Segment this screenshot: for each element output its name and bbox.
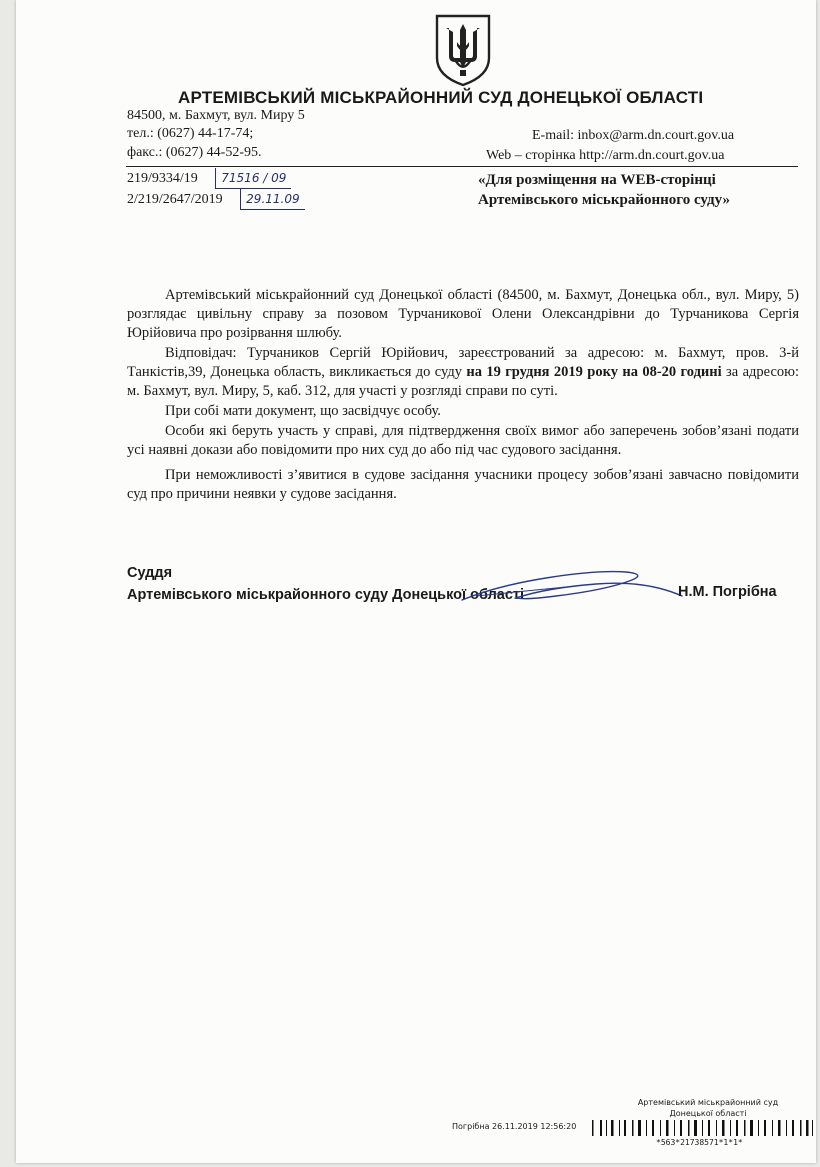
judge-court: Артемівського міськрайонного суду Донецької області	[127, 587, 525, 603]
hearing-date-time: на 19 грудня 2019 року на 08-20 годині	[466, 364, 722, 380]
barcode-number: *563*21738571*1*1*	[656, 1138, 743, 1147]
court-title: АРТЕМІВСЬКИЙ МІСЬКРАЙОННИЙ СУД ДОНЕЦЬКОЇ ОБЛАСТІ	[178, 88, 704, 107]
placement-note-line2: Артемівського міськрайонного суду»	[478, 192, 730, 208]
court-phone: тел.: (0627) 44-17-74;	[127, 126, 254, 141]
reference-numbers	[127, 168, 305, 210]
paragraph-absence: При неможливості з’явитися в судове засідання учасники процесу зобов’язані завчасно повідомити суд про причини неявки у судове засідання.	[127, 467, 799, 502]
e-signature-meta: Погрібна 26.11.2019 12:56:20	[452, 1122, 577, 1131]
judge-role: Суддя	[127, 565, 173, 581]
summons-text-end: за адресою: м. Бахмут, вул. Миру, 5, каб. 312, для участі у розгляді справи по суті.	[127, 364, 799, 399]
paragraph-case: Артемівський міськрайонний суд Донецької області (84500, м. Бахмут, Донецька обл., вул. Миру, 5) розглядає цивільну справу за позовом Турчаникової Олени Олександрівни до Турчаникова Сергія Юрійовича про розірвання шлюбу.	[127, 287, 799, 341]
placement-note-line1: «Для розміщення на WEB-сторінці	[478, 172, 716, 188]
summons-text-start: Відповідач: Турчаников Сергій Юрійович, зареєстрований за адресою: м. Бахмут, пров. 3-й Танкістів,39, Донецька область, викликається до суду	[127, 345, 799, 380]
judge-name: Н.М. Погрібна	[678, 584, 777, 600]
header-divider	[126, 166, 798, 167]
court-address: 84500, м. Бахмут, вул. Миру 5	[127, 108, 305, 123]
court-fax: факс.: (0627) 44-52-95.	[127, 145, 262, 160]
placement-note	[478, 170, 730, 210]
tryzub-emblem-icon	[433, 12, 493, 88]
court-email: E-mail: inbox@arm.dn.court.gov.ua	[532, 128, 735, 143]
paragraph-evidence: Особи які беруть участь у справі, для підтвердження своїх вимог або заперечень зобов’язані подати усі наявні докази або повідомити про них суд до або під час судового засідання.	[127, 423, 799, 458]
handwritten-signature	[456, 566, 686, 610]
notice-body	[127, 286, 799, 504]
handwritten-registration-date: 29.11.09	[240, 189, 304, 210]
handwritten-registration-number: 71516 / 09	[215, 168, 291, 189]
paragraph-id-document: При собі мати документ, що засвідчує особу.	[165, 403, 441, 419]
document-barcode	[592, 1118, 814, 1138]
document-page	[16, 0, 816, 1163]
court-website: Web – сторінка http://arm.dn.court.gov.ua	[486, 148, 725, 163]
e-signature-court-line1: Артемівський міськрайонний суд	[637, 1098, 779, 1107]
paragraph-summons	[127, 344, 799, 401]
e-signature-court	[628, 1097, 788, 1119]
e-signature-court-line2: Донецької області	[669, 1109, 747, 1118]
outgoing-number: 2/219/2647/2019	[127, 192, 223, 207]
case-number: 219/9334/19	[127, 171, 198, 186]
